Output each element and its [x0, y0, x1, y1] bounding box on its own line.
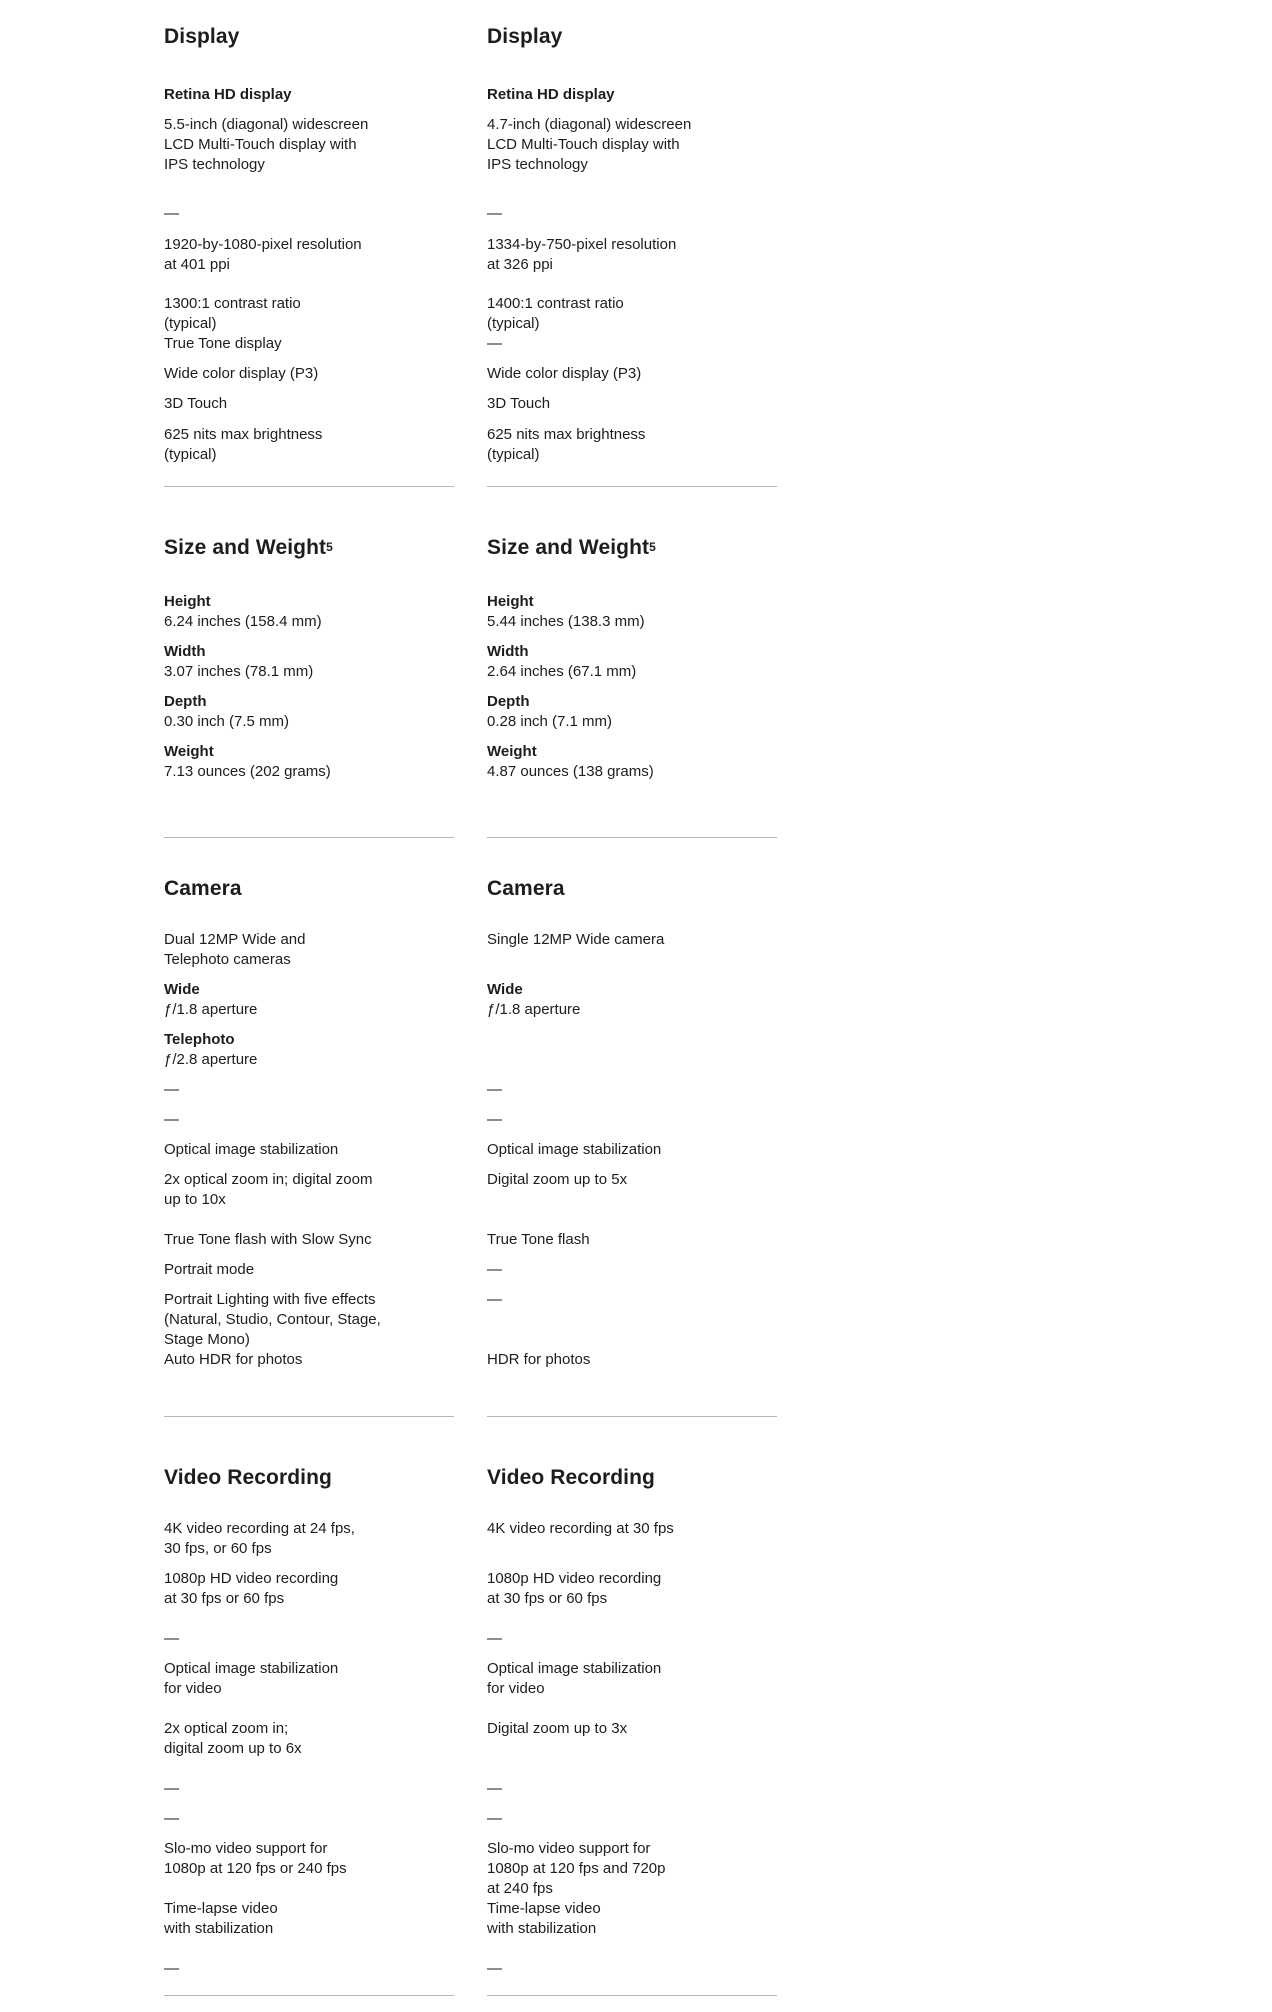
- spec-value: 2.64 inches (67.1 mm): [487, 663, 637, 680]
- spec-value: 3D Touch: [487, 395, 551, 412]
- spec-value: 3.07 inches (78.1 mm): [164, 663, 314, 680]
- spec-value: True Tone flash: [487, 1231, 590, 1248]
- spec-item: [164, 1899, 278, 1939]
- spec-value: 625 nits max brightness (typical): [164, 426, 323, 463]
- spec-item: [487, 235, 676, 275]
- footnote-marker: 5: [649, 540, 656, 554]
- not-available-dash: —: [487, 1780, 502, 1797]
- spec-item: [164, 642, 313, 682]
- spec-item: [487, 1080, 502, 1100]
- spec-item: [164, 85, 292, 105]
- spec-item: [487, 1899, 601, 1939]
- spec-label: Telephoto: [164, 1031, 235, 1048]
- spec-item: [487, 1350, 590, 1370]
- spec-label: Retina HD display: [164, 86, 292, 103]
- spec-item: [487, 1519, 674, 1539]
- not-available-dash: —: [164, 205, 179, 222]
- spec-value: 1080p HD video recording at 30 fps or 60 fps: [164, 1570, 339, 1607]
- spec-item: [487, 930, 664, 950]
- section-title: [164, 24, 239, 50]
- spec-item: [487, 1230, 590, 1250]
- spec-label: Depth: [164, 693, 207, 710]
- spec-value: Time-lapse video with stabilization: [487, 1900, 601, 1937]
- spec-label: Depth: [487, 693, 530, 710]
- section-divider: [164, 1995, 454, 1996]
- spec-label: Wide: [164, 981, 200, 998]
- not-available-dash: —: [487, 1810, 502, 1827]
- spec-item: [164, 1290, 381, 1350]
- spec-label: Retina HD display: [487, 86, 615, 103]
- spec-item: [487, 204, 502, 224]
- spec-item: [487, 592, 645, 632]
- section-title-text: Video Recording: [487, 1466, 655, 1489]
- section-divider: [487, 1995, 777, 1996]
- spec-item: [487, 1140, 661, 1160]
- spec-item: [487, 1839, 666, 1899]
- spec-value: 3D Touch: [164, 395, 228, 412]
- spec-value: 5.5-inch (diagonal) widescreen LCD Multi-Touch display with IPS technology: [164, 116, 369, 173]
- spec-item: [487, 394, 550, 414]
- spec-item: [487, 334, 502, 354]
- spec-value: 0.30 inch (7.5 mm): [164, 713, 290, 730]
- section-title: [487, 535, 656, 561]
- section-title: [164, 1465, 332, 1491]
- spec-value: Wide color display (P3): [487, 365, 642, 382]
- spec-value: 4.7-inch (diagonal) widescreen LCD Multi-Touch display with IPS technology: [487, 116, 692, 173]
- section-title: [164, 535, 333, 561]
- section-title-text: Video Recording: [164, 1466, 332, 1489]
- spec-value: Single 12MP Wide camera: [487, 931, 665, 948]
- spec-value: 0.28 inch (7.1 mm): [487, 713, 613, 730]
- spec-item: [487, 742, 654, 782]
- section-divider: [164, 1416, 454, 1417]
- spec-value: 1400:1 contrast ratio (typical): [487, 295, 624, 332]
- section-divider: [487, 486, 777, 487]
- spec-value: ƒ/1.8 aperture: [487, 1001, 581, 1018]
- spec-item: [164, 1569, 338, 1609]
- spec-value: HDR for photos: [487, 1351, 591, 1368]
- spec-item: [164, 1839, 347, 1879]
- spec-item: [164, 592, 322, 632]
- spec-value: Digital zoom up to 3x: [487, 1720, 628, 1737]
- spec-item: [164, 980, 257, 1020]
- spec-item: [164, 425, 322, 465]
- spec-item: [487, 294, 624, 334]
- spec-item: [164, 364, 318, 384]
- not-available-dash: —: [487, 1081, 502, 1098]
- spec-value: 1300:1 contrast ratio (typical): [164, 295, 301, 332]
- spec-item: [164, 115, 368, 175]
- spec-value: 1080p HD video recording at 30 fps or 60 fps: [487, 1570, 662, 1607]
- section-title: [164, 876, 242, 902]
- footnote-marker: 5: [326, 540, 333, 554]
- spec-item: [487, 1809, 502, 1829]
- spec-item: [164, 1719, 302, 1759]
- section-divider: [487, 1416, 777, 1417]
- spec-value: Wide color display (P3): [164, 365, 319, 382]
- not-available-dash: —: [164, 1111, 179, 1128]
- spec-item: [164, 1959, 179, 1979]
- section-title: [487, 876, 565, 902]
- section-title-text: Size and Weight: [487, 536, 650, 559]
- spec-item: [164, 294, 301, 334]
- spec-item: [487, 692, 612, 732]
- section-divider: [164, 486, 454, 487]
- spec-label: Height: [487, 593, 534, 610]
- not-available-dash: —: [164, 1810, 179, 1827]
- not-available-dash: —: [164, 1081, 179, 1098]
- spec-value: 2x optical zoom in; digital zoom up to 6x: [164, 1720, 302, 1757]
- spec-value: Optical image stabilization: [487, 1141, 662, 1158]
- spec-value: 1334-by-750-pixel resolution at 326 ppi: [487, 236, 677, 273]
- spec-item: [164, 1659, 338, 1699]
- spec-value: 625 nits max brightness (typical): [487, 426, 646, 463]
- spec-item: [487, 1170, 627, 1190]
- spec-value: Optical image stabilization: [164, 1141, 339, 1158]
- spec-item: [487, 425, 645, 465]
- spec-item: [164, 1140, 338, 1160]
- spec-item: [164, 334, 282, 354]
- spec-value: Optical image stabilization for video: [164, 1660, 339, 1697]
- spec-value: Slo-mo video support for 1080p at 120 fps or 240 fps: [164, 1840, 347, 1877]
- spec-item: [487, 642, 636, 682]
- spec-item: [164, 1809, 179, 1829]
- spec-value: 4.87 ounces (138 grams): [487, 763, 654, 780]
- spec-label: Wide: [487, 981, 523, 998]
- not-available-dash: —: [487, 335, 502, 352]
- spec-item: [164, 742, 331, 782]
- spec-value: Optical image stabilization for video: [487, 1660, 662, 1697]
- spec-value: 5.44 inches (138.3 mm): [487, 613, 645, 630]
- spec-item: [487, 980, 580, 1020]
- spec-item: [487, 364, 641, 384]
- spec-item: [487, 1260, 502, 1280]
- spec-label: Weight: [164, 743, 214, 760]
- spec-item: [164, 1080, 179, 1100]
- spec-item: [487, 1569, 661, 1609]
- spec-label: Width: [487, 643, 529, 660]
- not-available-dash: —: [487, 205, 502, 222]
- spec-value: Auto HDR for photos: [164, 1351, 303, 1368]
- spec-value: Portrait mode: [164, 1261, 255, 1278]
- section-title-text: Display: [164, 25, 240, 48]
- spec-item: [164, 1260, 254, 1280]
- not-available-dash: —: [164, 1630, 179, 1647]
- spec-item: [487, 1659, 661, 1699]
- section-title: [487, 1465, 655, 1491]
- section-title-text: Camera: [164, 877, 242, 900]
- section-divider: [487, 837, 777, 838]
- section-title-text: Camera: [487, 877, 565, 900]
- spec-value: ƒ/1.8 aperture: [164, 1001, 258, 1018]
- spec-label: Weight: [487, 743, 537, 760]
- spec-value: True Tone flash with Slow Sync: [164, 1231, 372, 1248]
- spec-item: [164, 1350, 302, 1370]
- spec-value: Dual 12MP Wide and Telephoto cameras: [164, 931, 306, 968]
- spec-value: True Tone display: [164, 335, 282, 352]
- spec-value: Portrait Lighting with five effects (Natural, Studio, Contour, Stage, Stage Mono): [164, 1291, 381, 1348]
- spec-item: [164, 235, 362, 275]
- spec-item: [164, 1110, 179, 1130]
- not-available-dash: —: [487, 1291, 502, 1308]
- section-title-text: Display: [487, 25, 563, 48]
- spec-item: [487, 1719, 627, 1739]
- spec-item: [487, 1290, 502, 1310]
- spec-item: [487, 1629, 502, 1649]
- spec-value: 2x optical zoom in; digital zoom up to 10x: [164, 1171, 373, 1208]
- spec-item: [164, 1030, 257, 1070]
- spec-item: [164, 692, 289, 732]
- spec-item: [487, 85, 615, 105]
- spec-value: 4K video recording at 24 fps, 30 fps, or 60 fps: [164, 1520, 355, 1557]
- spec-item: [164, 1519, 355, 1559]
- spec-item: [487, 115, 691, 175]
- spec-value: ƒ/2.8 aperture: [164, 1051, 258, 1068]
- not-available-dash: —: [487, 1261, 502, 1278]
- spec-value: 1920-by-1080-pixel resolution at 401 ppi: [164, 236, 362, 273]
- spec-label: Height: [164, 593, 211, 610]
- not-available-dash: —: [164, 1780, 179, 1797]
- not-available-dash: —: [164, 1960, 179, 1977]
- spec-item: [164, 1170, 372, 1210]
- spec-value: Slo-mo video support for 1080p at 120 fps and 720p at 240 fps: [487, 1840, 666, 1897]
- section-title-text: Size and Weight: [164, 536, 327, 559]
- spec-item: [487, 1110, 502, 1130]
- spec-item: [164, 394, 227, 414]
- not-available-dash: —: [487, 1111, 502, 1128]
- spec-item: [487, 1779, 502, 1799]
- spec-item: [487, 1959, 502, 1979]
- section-title: [487, 24, 562, 50]
- spec-value: Time-lapse video with stabilization: [164, 1900, 278, 1937]
- spec-label: Width: [164, 643, 206, 660]
- spec-item: [164, 1230, 372, 1250]
- spec-item: [164, 930, 305, 970]
- section-divider: [164, 837, 454, 838]
- not-available-dash: —: [487, 1960, 502, 1977]
- not-available-dash: —: [487, 1630, 502, 1647]
- spec-value: Digital zoom up to 5x: [487, 1171, 628, 1188]
- spec-item: [164, 204, 179, 224]
- spec-value: 7.13 ounces (202 grams): [164, 763, 331, 780]
- spec-value: 4K video recording at 30 fps: [487, 1520, 674, 1537]
- spec-value: 6.24 inches (158.4 mm): [164, 613, 322, 630]
- spec-item: [164, 1629, 179, 1649]
- spec-item: [164, 1779, 179, 1799]
